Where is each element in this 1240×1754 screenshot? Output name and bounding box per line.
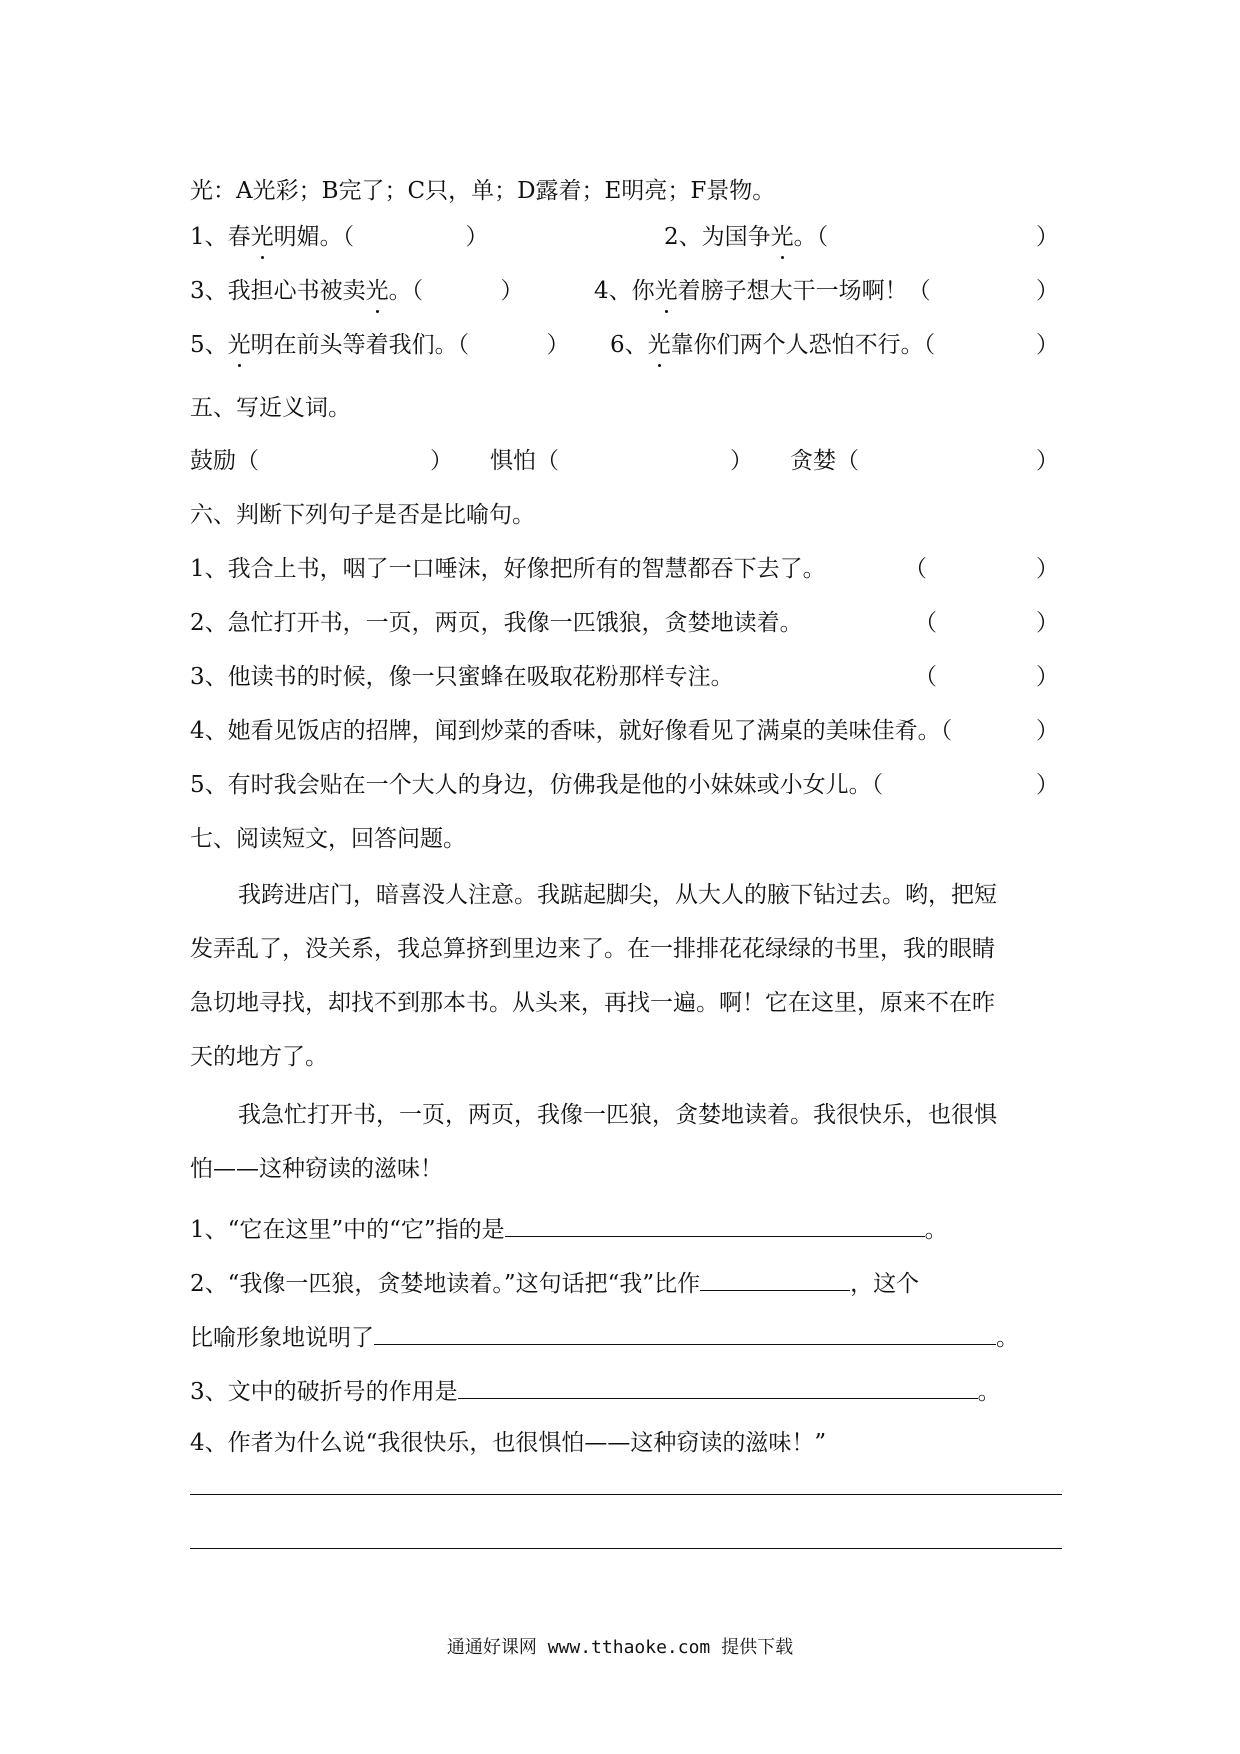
passage-p2-line2: 怕——这种窃读的滋味！ (190, 1156, 443, 1182)
question-2-blank-a[interactable] (700, 1266, 850, 1291)
answer-slot-2[interactable] (850, 222, 1030, 252)
judge-answer-2[interactable] (940, 608, 1030, 638)
judge-item-4: 4、她看见饭店的招牌，闻到炒菜的香味，就好像看见了满桌的美味佳肴。（ ） (190, 718, 1059, 744)
question-1: 1、“它在这里”中的“它”指的是 。 (190, 1212, 948, 1245)
guang-row-2: 3、我担心书被卖光。（ ） 4、你光着膀子想大干一场啊！（ ） (190, 278, 1059, 304)
question-2-cont: 比喻形象地说明了 。 (190, 1320, 1019, 1353)
passage-p1-line3: 急切地寻找，却找不到那本书。从头来，再找一遍。啊！它在这里，原来不在昨 (190, 990, 995, 1016)
passage-p1-line2: 发弄乱了，没关系，我总算挤到里边来了。在一排排花花绿绿的书里，我的眼睛 (190, 936, 995, 962)
question-2: 2、“我像一匹狼，贪婪地读着。”这句话把“我”比作 ，这个 (190, 1266, 1062, 1299)
judge-item-5: 5、有时我会贴在一个大人的身边，仿佛我是他的小妹妹或小女儿。（ ） (190, 772, 1059, 798)
judge-item-2: 2、急忙打开书，一页，两页，我像一匹饿狼，贪婪地读着。 （ ） (190, 610, 1059, 636)
synonym-row: 鼓励（ ） 惧怕（ ） 贪婪（ ） (190, 448, 1059, 474)
question-2-blank-b[interactable] (374, 1320, 996, 1345)
question-3: 3、文中的破折号的作用是 。 (190, 1374, 1001, 1407)
guang-row-1: 1、春光明媚。（ ） 2、为国争光。（ ） (190, 224, 1059, 250)
judge-item-1: 1、我合上书，咽了一口唾沫，好像把所有的智慧都吞下去了。 （ ） (190, 556, 1059, 582)
footer-source: 通通好课网 www.tthaoke.com 提供下载 (446, 1637, 794, 1658)
section-7-title: 七、阅读短文，回答问题。 (190, 826, 466, 852)
answer-slot-4[interactable] (970, 276, 1030, 306)
passage-p1-line1: 我跨进店门，暗喜没人注意。我踮起脚尖，从大人的腋下钻过去。哟，把短 (238, 882, 997, 908)
guang-row-3: 5、光明在前头等着我们。（ ） 6、光靠你们两个人恐怕不行。（ ） (190, 332, 1059, 358)
judge-item-3: 3、他读书的时候，像一只蜜蜂在吸取花粉那样专注。 （ ） (190, 664, 1059, 690)
guang-definitions: 光：A光彩；B完了；C只，单；D露着；E明亮；F景物。 (190, 178, 776, 204)
section-5-title: 五、写近义词。 (190, 395, 351, 421)
answer-slot-6[interactable] (980, 330, 1030, 360)
passage-p1-line4: 天的地方了。 (190, 1044, 328, 1070)
synonym-answer-3[interactable] (830, 446, 1020, 476)
section-6-title: 六、判断下列句子是否是比喻句。 (190, 502, 535, 528)
judge-answer-3[interactable] (940, 662, 1030, 692)
synonym-answer-2[interactable] (530, 446, 720, 476)
question-4: 4、作者为什么说“我很快乐，也很惧怕——这种窃读的滋味！” (190, 1430, 827, 1456)
synonym-answer-1[interactable] (230, 446, 420, 476)
answer-line-2[interactable] (190, 1548, 1062, 1549)
answer-line-1[interactable] (190, 1494, 1062, 1495)
question-1-blank[interactable] (505, 1212, 925, 1237)
question-3-blank[interactable] (458, 1374, 978, 1399)
passage-p2-line1: 我急忙打开书，一页，两页，我像一匹狼，贪婪地读着。我很快乐，也很惧 (238, 1102, 997, 1128)
judge-answer-1[interactable] (930, 554, 1030, 584)
judge-answer-5[interactable] (950, 770, 1030, 800)
judge-answer-4[interactable] (980, 716, 1030, 746)
